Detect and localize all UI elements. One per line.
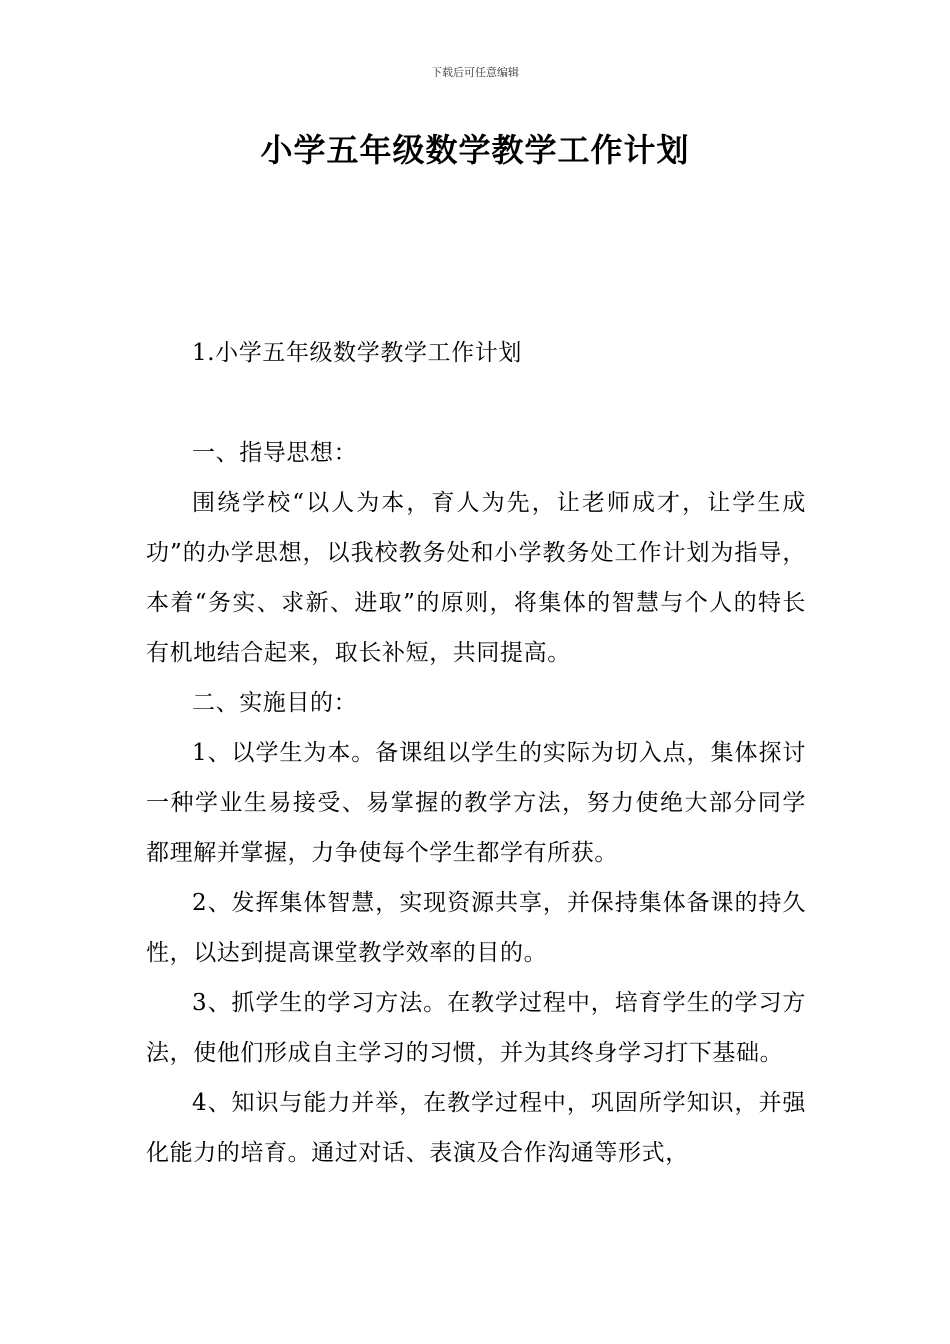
- paragraph-goal-2: 2、发挥集体智慧，实现资源共享，并保持集体备课的持久性，以达到提高课堂教学效率的目的。: [146, 890, 806, 966]
- document-body: [146, 328, 806, 1178]
- paragraph-goal-4: 4、知识与能力并举，在教学过程中，巩固所学知识，并强化能力的培育。通过对话、表演及合作沟通等形式，: [146, 1090, 806, 1166]
- section-heading-guiding-idea: 一、指导思想：: [192, 440, 358, 466]
- header-note: 下载后可任意编辑: [431, 66, 519, 79]
- document-subheading: 1.小学五年级数学教学工作计划: [192, 340, 522, 366]
- document-title: 小学五年级数学教学工作计划: [260, 131, 690, 169]
- paragraph-goal-3: 3、抓学生的学习方法。在教学过程中，培育学生的学习方法，使他们形成自主学习的习惯，并为其终身学习打下基础。: [146, 990, 806, 1066]
- paragraph-guiding-idea: 围绕学校“以人为本，育人为先，让老师成才，让学生成功”的办学思想，以我校教务处和小学教务处工作计划为指导，本着“务实、求新、进取”的原则，将集体的智慧与个人的特长有机地结合起来，取长补短，共同提高。: [146, 490, 806, 666]
- section-heading-goals: 二、实施目的：: [192, 690, 358, 716]
- paragraph-goal-1: 1、以学生为本。备课组以学生的实际为切入点，集体探讨一种学业生易接受、易掌握的教学方法，努力使绝大部分同学都理解并掌握，力争使每个学生都学有所获。: [146, 740, 806, 866]
